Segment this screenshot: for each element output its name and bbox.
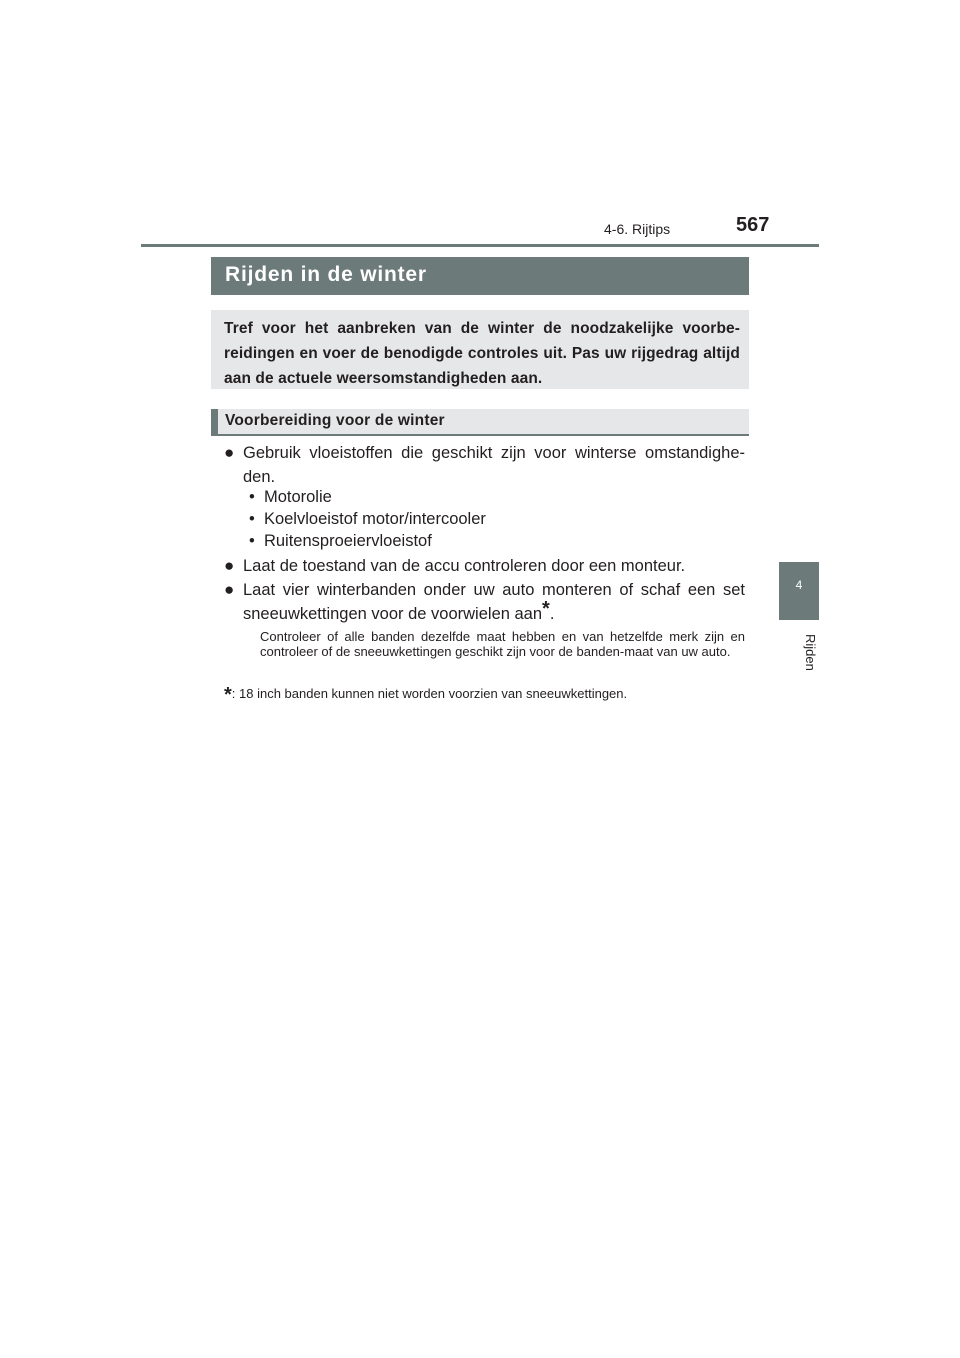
section-title-bar — [211, 257, 749, 295]
subsection-title: Voorbereiding voor de winter — [225, 412, 445, 429]
list-item-text-wrap — [243, 578, 745, 626]
footnote-text: : 18 inch banden kunnen niet worden voorzien van sneeuwkettingen. — [231, 686, 628, 701]
bullet-icon: ● — [224, 443, 235, 462]
section-title: Rijden in de winter — [225, 263, 427, 286]
sub-list-item-text: Motorolie — [263, 488, 332, 506]
subsection-marker — [211, 409, 218, 436]
sub-list-item — [249, 486, 332, 508]
page-number: 567 — [736, 214, 770, 236]
footnote-mark: * — [224, 684, 232, 706]
list-item-end: . — [549, 605, 555, 623]
bullet-icon: ● — [224, 580, 235, 599]
chapter-tab — [779, 562, 819, 620]
sub-bullet-icon: • — [249, 532, 255, 550]
list-item — [224, 441, 745, 489]
chapter-label: Rijden — [803, 634, 818, 671]
footnote — [224, 684, 627, 707]
list-item-text: Laat vier winterbanden onder uw auto monteren of schaf een set sneeuwkettingen voor de voorwielen aan — [243, 581, 745, 623]
subsection-header — [211, 409, 749, 436]
intro-box — [211, 310, 749, 389]
note-text: Controleer of alle banden dezelfde maat hebben en van hetzelfde merk zijn en controleer of de sneeuwkettingen geschikt zijn voor de banden-maat van uw auto. — [260, 629, 745, 659]
sub-list-item-text: Koelvloeistof motor/intercooler — [263, 510, 486, 528]
bullet-icon: ● — [224, 556, 235, 575]
sub-list-item — [249, 530, 432, 552]
chapter-number: 4 — [795, 578, 803, 592]
sub-bullet-icon: • — [249, 510, 255, 528]
sub-list-item — [249, 508, 486, 530]
list-item-text: Gebruik vloeistoffen die geschikt zijn voor winterse omstandighe-den. — [243, 444, 745, 486]
list-item — [224, 578, 745, 626]
intro-text: Tref voor het aanbreken van de winter de noodzakelijke voorbe-reidingen en voer de benodigde controles uit. Pas uw rijgedrag altijd aan de actuele weersomstandigheden aan. — [224, 320, 740, 387]
list-item — [224, 554, 745, 578]
header-rule — [141, 244, 819, 247]
list-item-text: Laat de toestand van de accu controleren door een monteur. — [243, 557, 686, 575]
running-header-section: 4-6. Rijtips — [604, 221, 671, 237]
footnote-reference: * — [542, 598, 550, 620]
sub-bullet-icon: • — [249, 488, 255, 506]
sub-list-item-text: Ruitensproeiervloeistof — [263, 532, 432, 550]
